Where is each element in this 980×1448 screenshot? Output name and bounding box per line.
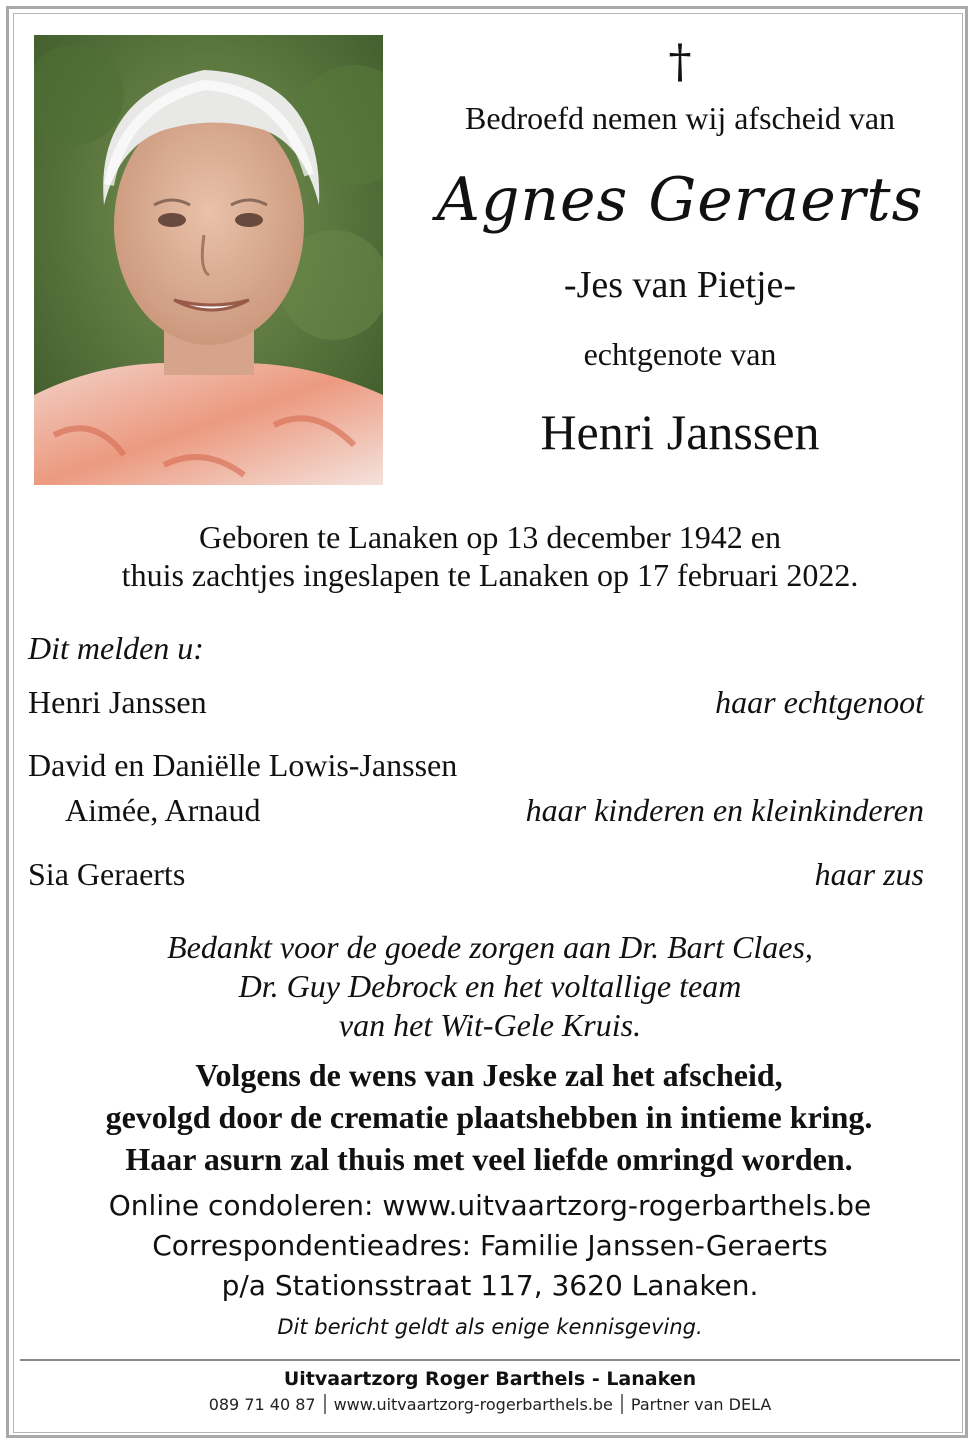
died-line: thuis zachtjes ingeslapen te Lanaken op 17 februari 2022.	[121, 557, 859, 593]
thanks-line: Dr. Guy Debrock en het voltallige team	[238, 968, 742, 1004]
wish-text	[14, 1054, 964, 1180]
thanks-text	[20, 928, 960, 1045]
online-condolence: Online condoleren: www.uitvaartzorg-rogerbarthels.be	[108, 1189, 872, 1222]
divider	[621, 1394, 623, 1414]
thanks-line: van het Wit-Gele Kruis.	[338, 1007, 642, 1043]
footer-website: www.uitvaartzorg-rogerbarthels.be	[333, 1395, 613, 1414]
funeral-home-name: Uitvaartzorg Roger Barthels - Lanaken	[283, 1368, 697, 1390]
correspondence-address: Correspondentieadres: Familie Janssen-Geraerts	[152, 1229, 828, 1262]
footer-info	[20, 1393, 960, 1417]
cross-icon: †	[668, 34, 692, 88]
portrait-photo	[34, 35, 383, 485]
divider	[324, 1394, 326, 1414]
intro-text: Bedroefd nemen wij afscheid van	[464, 100, 896, 136]
mourner-name: Sia Geraerts	[28, 856, 186, 892]
mourner-name: Henri Janssen	[28, 684, 207, 720]
mourner-relation: haar zus	[814, 856, 924, 892]
mourner-relation: haar echtgenoot	[715, 684, 924, 720]
life-dates	[20, 518, 960, 594]
wish-line: Haar asurn zal thuis met veel liefde omringd worden.	[125, 1141, 853, 1177]
mourner-name: Aimée, Arnaud	[65, 792, 261, 828]
footer-divider	[20, 1359, 960, 1361]
spouse-intro: echtgenote van	[583, 336, 777, 372]
spouse-name: Henri Janssen	[540, 404, 820, 460]
footer-partner: Partner van DELA	[630, 1395, 772, 1414]
wish-line: Volgens de wens van Jeske zal het afscheid,	[195, 1057, 783, 1093]
contact-block	[20, 1186, 960, 1306]
mourner-relation: haar kinderen en kleinkinderen	[525, 792, 924, 828]
born-line: Geboren te Lanaken op 13 december 1942 en	[199, 519, 781, 555]
notice-text: Dit bericht geldt als enige kennisgeving.	[277, 1315, 703, 1339]
announcement-heading: Dit melden u:	[28, 630, 204, 666]
wish-line: gevolgd door de crematie plaatshebben in intieme kring.	[105, 1099, 873, 1135]
correspondence-street: p/a Stationsstraat 117, 3620 Lanaken.	[221, 1269, 759, 1302]
footer-phone: 089 71 40 87	[208, 1395, 316, 1414]
deceased-name: Agnes Geraerts	[436, 165, 924, 235]
nickname: -Jes van Pietje-	[563, 264, 797, 306]
thanks-line: Bedankt voor de goede zorgen aan Dr. Bart Claes,	[167, 929, 813, 965]
mourner-name: David en Daniëlle Lowis-Janssen	[28, 747, 458, 783]
